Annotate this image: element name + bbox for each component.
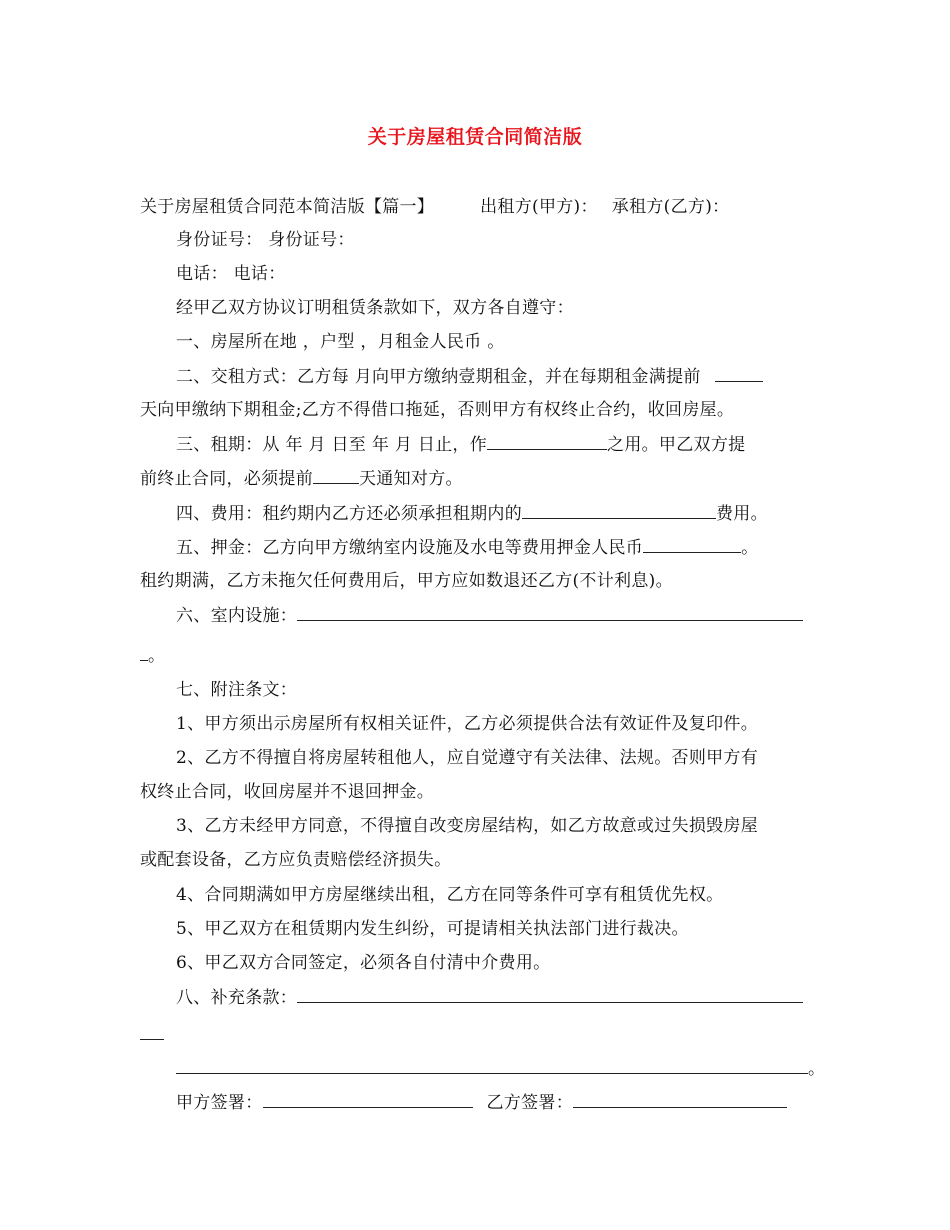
clause-6-line-1: [176, 604, 816, 627]
note-6: 6、甲乙双方合同签定，必须各自付清中介费用。: [176, 953, 551, 973]
clause-6-line-2: [140, 644, 815, 667]
clause-8-label: 八、补充条款：: [176, 988, 298, 1008]
phone-line: 电话： 电话：: [176, 264, 286, 284]
clause-4-text-b: 费用。: [716, 504, 768, 524]
note-3-line-1: 3、乙方未经甲方同意，不得擅自改变房屋结构，如乙方故意或过失损毁房屋: [176, 816, 759, 836]
note-2-line-1: 2、乙方不得擅自将房屋转租他人，应自觉遵守有关法律、法规。否则甲方有: [176, 748, 759, 768]
blank-field: [487, 433, 607, 450]
clause-8-line-2: [140, 1023, 815, 1046]
party-b-signature-label: 乙方签署：: [486, 1093, 573, 1113]
blank-field: [297, 986, 803, 1003]
party-a-signature-field[interactable]: [263, 1091, 473, 1108]
blank-field: [297, 604, 803, 621]
clause-4: [176, 502, 816, 525]
clause-1: 一、房屋所在地 ，户型 ，月租金人民币 。: [176, 332, 505, 352]
blank-field: [140, 1023, 164, 1040]
blank-field: [176, 1057, 808, 1074]
clause-5-text-a: 五、押金：乙方向甲方缴纳室内设施及水电等费用押金人民币: [176, 538, 644, 558]
clause-4-text-a: 四、费用：租约期内乙方还必须承担租期内的: [176, 504, 522, 524]
signature-line: [176, 1091, 816, 1114]
clause-6-label: 六、室内设施：: [176, 606, 298, 626]
header-line: [140, 196, 815, 218]
clause-8-end: 。: [808, 1059, 826, 1079]
note-4: 4、合同期满如甲方房屋继续出租，乙方在同等条件可享有租赁优先权。: [176, 885, 724, 905]
clause-3-line-1: [176, 433, 816, 456]
lessor-label: 出租方(甲方)：: [480, 197, 598, 217]
clause-7-heading: 七、附注条文：: [176, 680, 298, 700]
clause-6-end: 。: [148, 646, 166, 666]
note-3-line-2: 或配套设备，乙方应负责赔偿经济损失。: [140, 850, 452, 870]
note-2-line-2: 权终止合同，收回房屋并不退回押金。: [140, 782, 435, 802]
clause-2-line-2: 天向甲缴纳下期租金;乙方不得借口拖延，否则甲方有权终止合约，收回房屋。: [140, 400, 735, 420]
party-a-signature-label: 甲方签署：: [176, 1093, 263, 1113]
clause-5-line-1: [176, 536, 816, 559]
section-heading: 关于房屋租赁合同范本简洁版【篇一】: [140, 197, 435, 217]
clause-5-line-2: 租约期满，乙方未拖欠任何费用后，甲方应如数退还乙方(不计利息)。: [140, 571, 673, 591]
blank-field: [522, 502, 716, 519]
clause-8-line-3: [176, 1057, 826, 1080]
party-b-signature-field[interactable]: [573, 1091, 787, 1108]
note-5: 5、甲乙双方在租赁期内发生纠纷，可提请相关执法部门进行裁决。: [176, 919, 689, 939]
intro-line: 经甲乙双方协议订明租赁条款如下，双方各自遵守：: [176, 298, 574, 318]
document-title: 关于房屋租赁合同简洁版: [367, 126, 583, 148]
clause-3-text-c: 前终止合同，必须提前: [140, 469, 313, 489]
blank-field: [643, 536, 741, 553]
blank-field: [715, 365, 763, 382]
clause-2-line-1: [176, 365, 816, 388]
clause-8-line-1: [176, 986, 816, 1009]
clause-2-text: 二、交租方式：乙方每 月向甲方缴纳壹期租金，并在每期租金满提前: [176, 367, 701, 387]
note-1: 1、甲方须出示房屋所有权相关证件，乙方必须提供合法有效证件及复印件。: [176, 714, 759, 734]
blank-field: [140, 644, 148, 661]
blank-field: [313, 467, 359, 484]
clause-5-text-b: 。: [741, 538, 759, 558]
id-number-line: 身份证号： 身份证号：: [176, 230, 355, 250]
clause-3-text-a: 三、租期：从 年 月 日至 年 月 日止，作: [176, 435, 488, 455]
clause-3-text-d: 天通知对方。: [359, 469, 463, 489]
lessee-label: 承租方(乙方)：: [611, 197, 730, 217]
clause-3-line-2: [140, 467, 815, 490]
clause-3-text-b: 之用。甲乙双方提: [607, 435, 746, 455]
